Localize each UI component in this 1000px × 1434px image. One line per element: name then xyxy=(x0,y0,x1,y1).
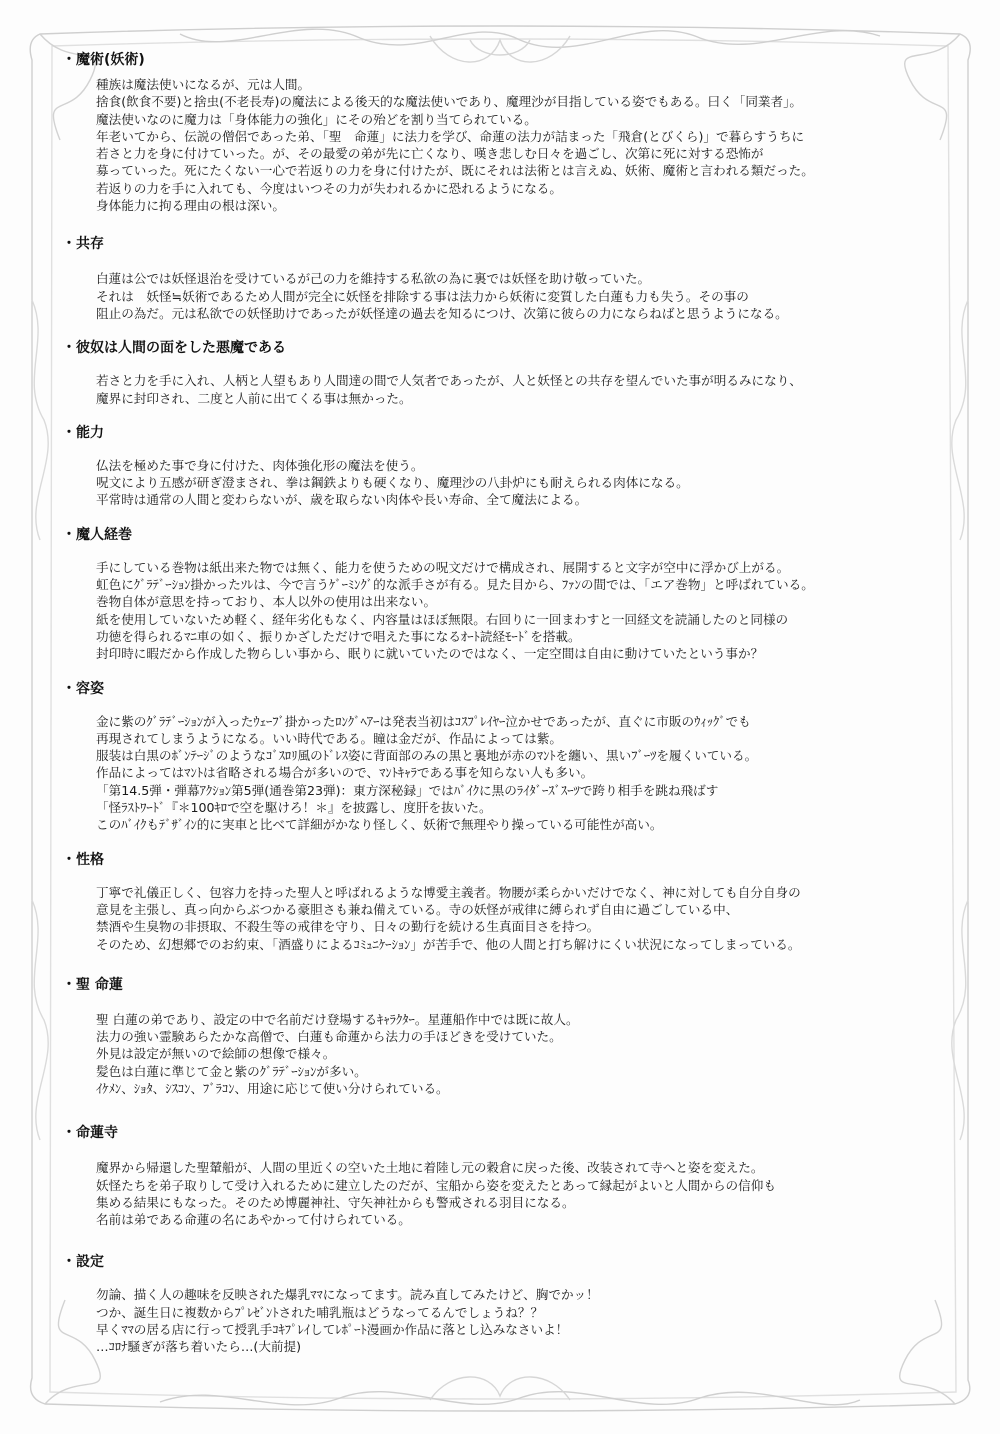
text-line: 阻止の為だ。元は私欲での妖怪助けであったが妖怪達の過去を知るにつけ、次第に彼らの力にならねばと思うようになる。 xyxy=(96,305,788,321)
text-line: 募っていった。死にたくない一心で若返りの力を身に付けたが、既にそれは法術とは言えぬ、妖術、魔術と言われる類だった。 xyxy=(96,163,814,179)
section-temple xyxy=(62,1123,942,1228)
text-line: そのため、幻想郷でのお約束、「酒盛りによるｺﾐｭﾆｹｰｼｮﾝ」が苦手で、他の人間と打ち解けにくい状況になってしまっている。 xyxy=(96,936,801,952)
section-heading: ・性格 xyxy=(62,851,104,868)
section-body xyxy=(96,884,942,953)
text-line: 種族は魔法使いになるが、元は人間。 xyxy=(96,77,311,92)
text-line: 髪色は白蓮に準じて金と紫のｸﾞﾗﾃﾞｰｼｮﾝが多い。 xyxy=(96,1063,367,1079)
section-heading: ・命蓮寺 xyxy=(62,1125,118,1142)
section-heading: ・設定 xyxy=(62,1254,104,1271)
text-line: 若返りの力を手に入れても、今度はいつその力が失われるかに恐れるようになる。 xyxy=(96,180,562,196)
text-line: 妖怪たちを弟子取りして受け入れるために建立したのだが、宝船から姿を変えたとあって縁起がよいと人間からの信仰も xyxy=(96,1177,776,1193)
text-line: 虹色にｸﾞﾗﾃﾞｰｼｮﾝ掛かったｿﾚは、今で言うｹﾞｰﾐﾝｸﾞ的な派手さが有る。見た目から、ﾌｧﾝの間では、「エア巻物」と呼ばれている。 xyxy=(96,577,814,593)
text-line: 丁寧で礼儀正しく、包容力を持った聖人と呼ばれるような博愛主義者。物腰が柔らかいだけでなく、神に対しても自分自身の xyxy=(96,884,801,900)
text-line: 再現されてしまうようになる。いい時代である。瞳は金だが、作品によっては紫。 xyxy=(96,730,562,746)
text-line: 外見は設定が無いので絵師の想像で様々。 xyxy=(96,1046,336,1062)
text-line: 聖 白蓮の弟であり、設定の中で名前だけ登場するｷｬﾗｸﾀｰ。星蓮船作中では既に故人。 xyxy=(96,1011,579,1027)
text-line: このﾊﾞｲｸもﾃﾞｻﾞｲﾝ的に実車と比べて詳細がかなり怪しく、妖術で無理やり操っている可能性が高い。 xyxy=(96,817,663,833)
section-body xyxy=(96,713,942,834)
text-line: 禁酒や生臭物の非摂取、不殺生等の戒律を守り、日々の勤行を続ける生真面目さを持つ。 xyxy=(96,919,600,935)
section-heading: ・聖 命蓮 xyxy=(62,976,123,993)
section-heading: ・共存 xyxy=(62,236,104,253)
section-ability xyxy=(62,423,942,509)
text-line: 身体能力に拘る理由の根は深い。 xyxy=(96,198,285,214)
text-line: ｲｹﾒﾝ、ｼｮﾀ、ｼｽｺﾝ、ﾌﾞﾗｺﾝ、用途に応じて使い分けられている。 xyxy=(96,1080,449,1096)
section-magic xyxy=(62,50,942,214)
text-line: 捨食(飲食不要)と捨虫(不老長寿)の魔法による後天的な魔法使いであり、魔理沙が目指している姿でもある。曰く「同業者」。 xyxy=(96,94,803,110)
text-line: 封印時に暇だから作成した物らしい事から、眠りに就いていたのではなく、一定空間は自由に動けていたという事か？ xyxy=(96,646,764,662)
section-body xyxy=(96,559,942,663)
text-line: 名前は弟である命蓮の名にあやかって付けられている。 xyxy=(96,1212,411,1228)
text-line: 魔界から帰還した聖輦船が、人間の里近くの空いた土地に着陸し元の穀倉に戻った後、改装されて寺へと姿を変えた。 xyxy=(96,1160,764,1176)
section-heading: ・魔術(妖術) xyxy=(62,52,145,68)
section-scroll xyxy=(62,525,942,663)
section-devil xyxy=(62,338,942,407)
section-body xyxy=(96,372,942,407)
section-heading: ・能力 xyxy=(62,424,104,441)
text-line: それは 妖怪≒妖術であるため人間が完全に妖怪を排除する事は法力から妖術に変質した白蓮も力も失う。その事の xyxy=(96,288,749,304)
section-body xyxy=(96,270,942,322)
section-body xyxy=(96,1011,942,1097)
text-line: 法力の強い霊験あらたかな高僧で、白蓮も命蓮から法力の手ほどきを受けていた。 xyxy=(96,1029,562,1045)
text-line: 若さと力を手に入れ、人柄と人望もあり人間達の間で人気者であったが、人と妖怪との共存を望んでいた事が明るみになり、 xyxy=(96,373,802,389)
text-line: 巻物自体が意思を持っており、本人以外の使用は出来ない。 xyxy=(96,594,437,610)
text-line: つか、誕生日に複数からﾌﾟﾚｾﾞﾝﾄされた哺乳瓶はどうなってるんでしょうね？？ xyxy=(96,1304,544,1320)
section-coexistence xyxy=(62,234,942,322)
text-line: 服装は白黒のﾎﾞﾝﾃｰｼﾞのようなｺﾞｽﾛﾘ風のﾄﾞﾚｽ姿に背面部のみの黒と裏地が赤のﾏﾝﾄを纏い、黒いﾌﾞｰﾂを履くいている。 xyxy=(96,748,758,764)
text-line: 呪文により五感が研ぎ澄まされ、拳は鋼鉄よりも硬くなり、魔理沙の八卦炉にも耐えられる肉体になる。 xyxy=(96,475,689,491)
text-line: 紙を使用していないため軽く、経年劣化もなく、内容量はほぼ無限。右回りに一回まわすと一回経文を読誦したのと同様の xyxy=(96,611,789,627)
document-content xyxy=(62,50,942,1356)
text-line: 魔界に封印され、二度と人前に出てくる事は無かった。 xyxy=(96,390,412,406)
section-body xyxy=(96,1286,942,1355)
section-setting xyxy=(62,1252,942,1355)
section-heading: ・魔人経巻 xyxy=(62,526,132,543)
section-heading: ・容姿 xyxy=(62,680,104,697)
section-myouren xyxy=(62,975,942,1097)
section-body xyxy=(96,76,942,214)
text-line: 年老いてから、伝説の僧侶であった弟、「聖 命蓮」に法力を学び、命蓮の法力が詰まった「飛倉(とびくら)」で暮らすうちに xyxy=(96,128,805,144)
section-body xyxy=(96,457,942,509)
text-line: 意見を主張し、真っ向からぶつかる豪胆さも兼ね備えている。寺の妖怪が戒律に縛られず自由に過ごしている中、 xyxy=(96,901,739,917)
text-line: 手にしている巻物は紙出来た物では無く、能力を使うための呪文だけで構成され、展開すると文字が空中に浮かび上がる。 xyxy=(96,559,790,575)
text-line: 若さと力を身に付けていった。が、その最愛の弟が先に亡くなり、嘆き悲しむ日々を過ごし、次第に死に対する恐怖が xyxy=(96,146,764,162)
text-line: 白蓮は公では妖怪退治を受けているが己の力を維持する私欲の為に裏では妖怪を助け敬っていた。 xyxy=(96,271,651,287)
text-line: 平常時は通常の人間と変わらないが、歳を取らない肉体や長い寿命、全て魔法による。 xyxy=(96,492,588,508)
text-line: 早くﾏﾏの居る店に行って授乳手ｺｷﾌﾟﾚｲしてﾚﾎﾟｰﾄ漫画か作品に落とし込みなさいよ！ xyxy=(96,1322,569,1338)
section-body xyxy=(96,1159,942,1228)
text-line: 魔法使いなのに魔力は「身体能力の強化」にその殆どを割り当てられている。 xyxy=(96,111,537,127)
text-line: 作品によってはﾏﾝﾄは省略される場合が多いので、ﾏﾝﾄｷｬﾗである事を知らない人も多い。 xyxy=(96,765,594,781)
text-line: 功徳を得られるﾏﾆ車の如く、振りかざしただけで唱えた事になるｵｰﾄ読経ﾓｰﾄﾞを搭載。 xyxy=(96,628,581,644)
section-heading: ・彼奴は人間の面をした悪魔である xyxy=(62,340,286,357)
text-line: 「第14.5弾・弾幕ｱｸｼｮﾝ第5弾(通巻第23弾)：東方深秘録」ではﾊﾞｲｸに黒のﾗｲﾀﾞｰｽﾞｽｰﾂで跨り相手を跳ね飛ばす xyxy=(96,782,719,798)
text-line: 金に紫のｸﾞﾗﾃﾞｰｼｮﾝが入ったｳｪｰﾌﾞ掛かったﾛﾝｸﾞﾍｱｰは発表当初はｺｽﾌﾟﾚｲﾔｰ泣かせであったが、直ぐに市販のｳｨｯｸﾞでも xyxy=(96,713,751,729)
text-line: 勿論、描く人の趣味を反映された爆乳ﾏﾏになってます。読み直してみたけど、胸でかッ！ xyxy=(96,1287,599,1303)
section-personality xyxy=(62,850,942,953)
section-appearance xyxy=(62,679,942,834)
text-line: 仏法を極めた事で身に付けた、肉体強化形の魔法を使う。 xyxy=(96,457,424,473)
text-line: 「怪ﾗｽﾄﾜｰﾄﾞ『＊100ｷﾛで空を駆けろ！＊』を披露し、度肝を抜いた。 xyxy=(96,800,492,816)
text-line: 集める結果にもなった。そのため博麗神社、守矢神社からも警戒される羽目になる。 xyxy=(96,1194,575,1210)
text-line: …ｺﾛﾅ騒ぎが落ち着いたら…(大前提) xyxy=(96,1339,302,1355)
